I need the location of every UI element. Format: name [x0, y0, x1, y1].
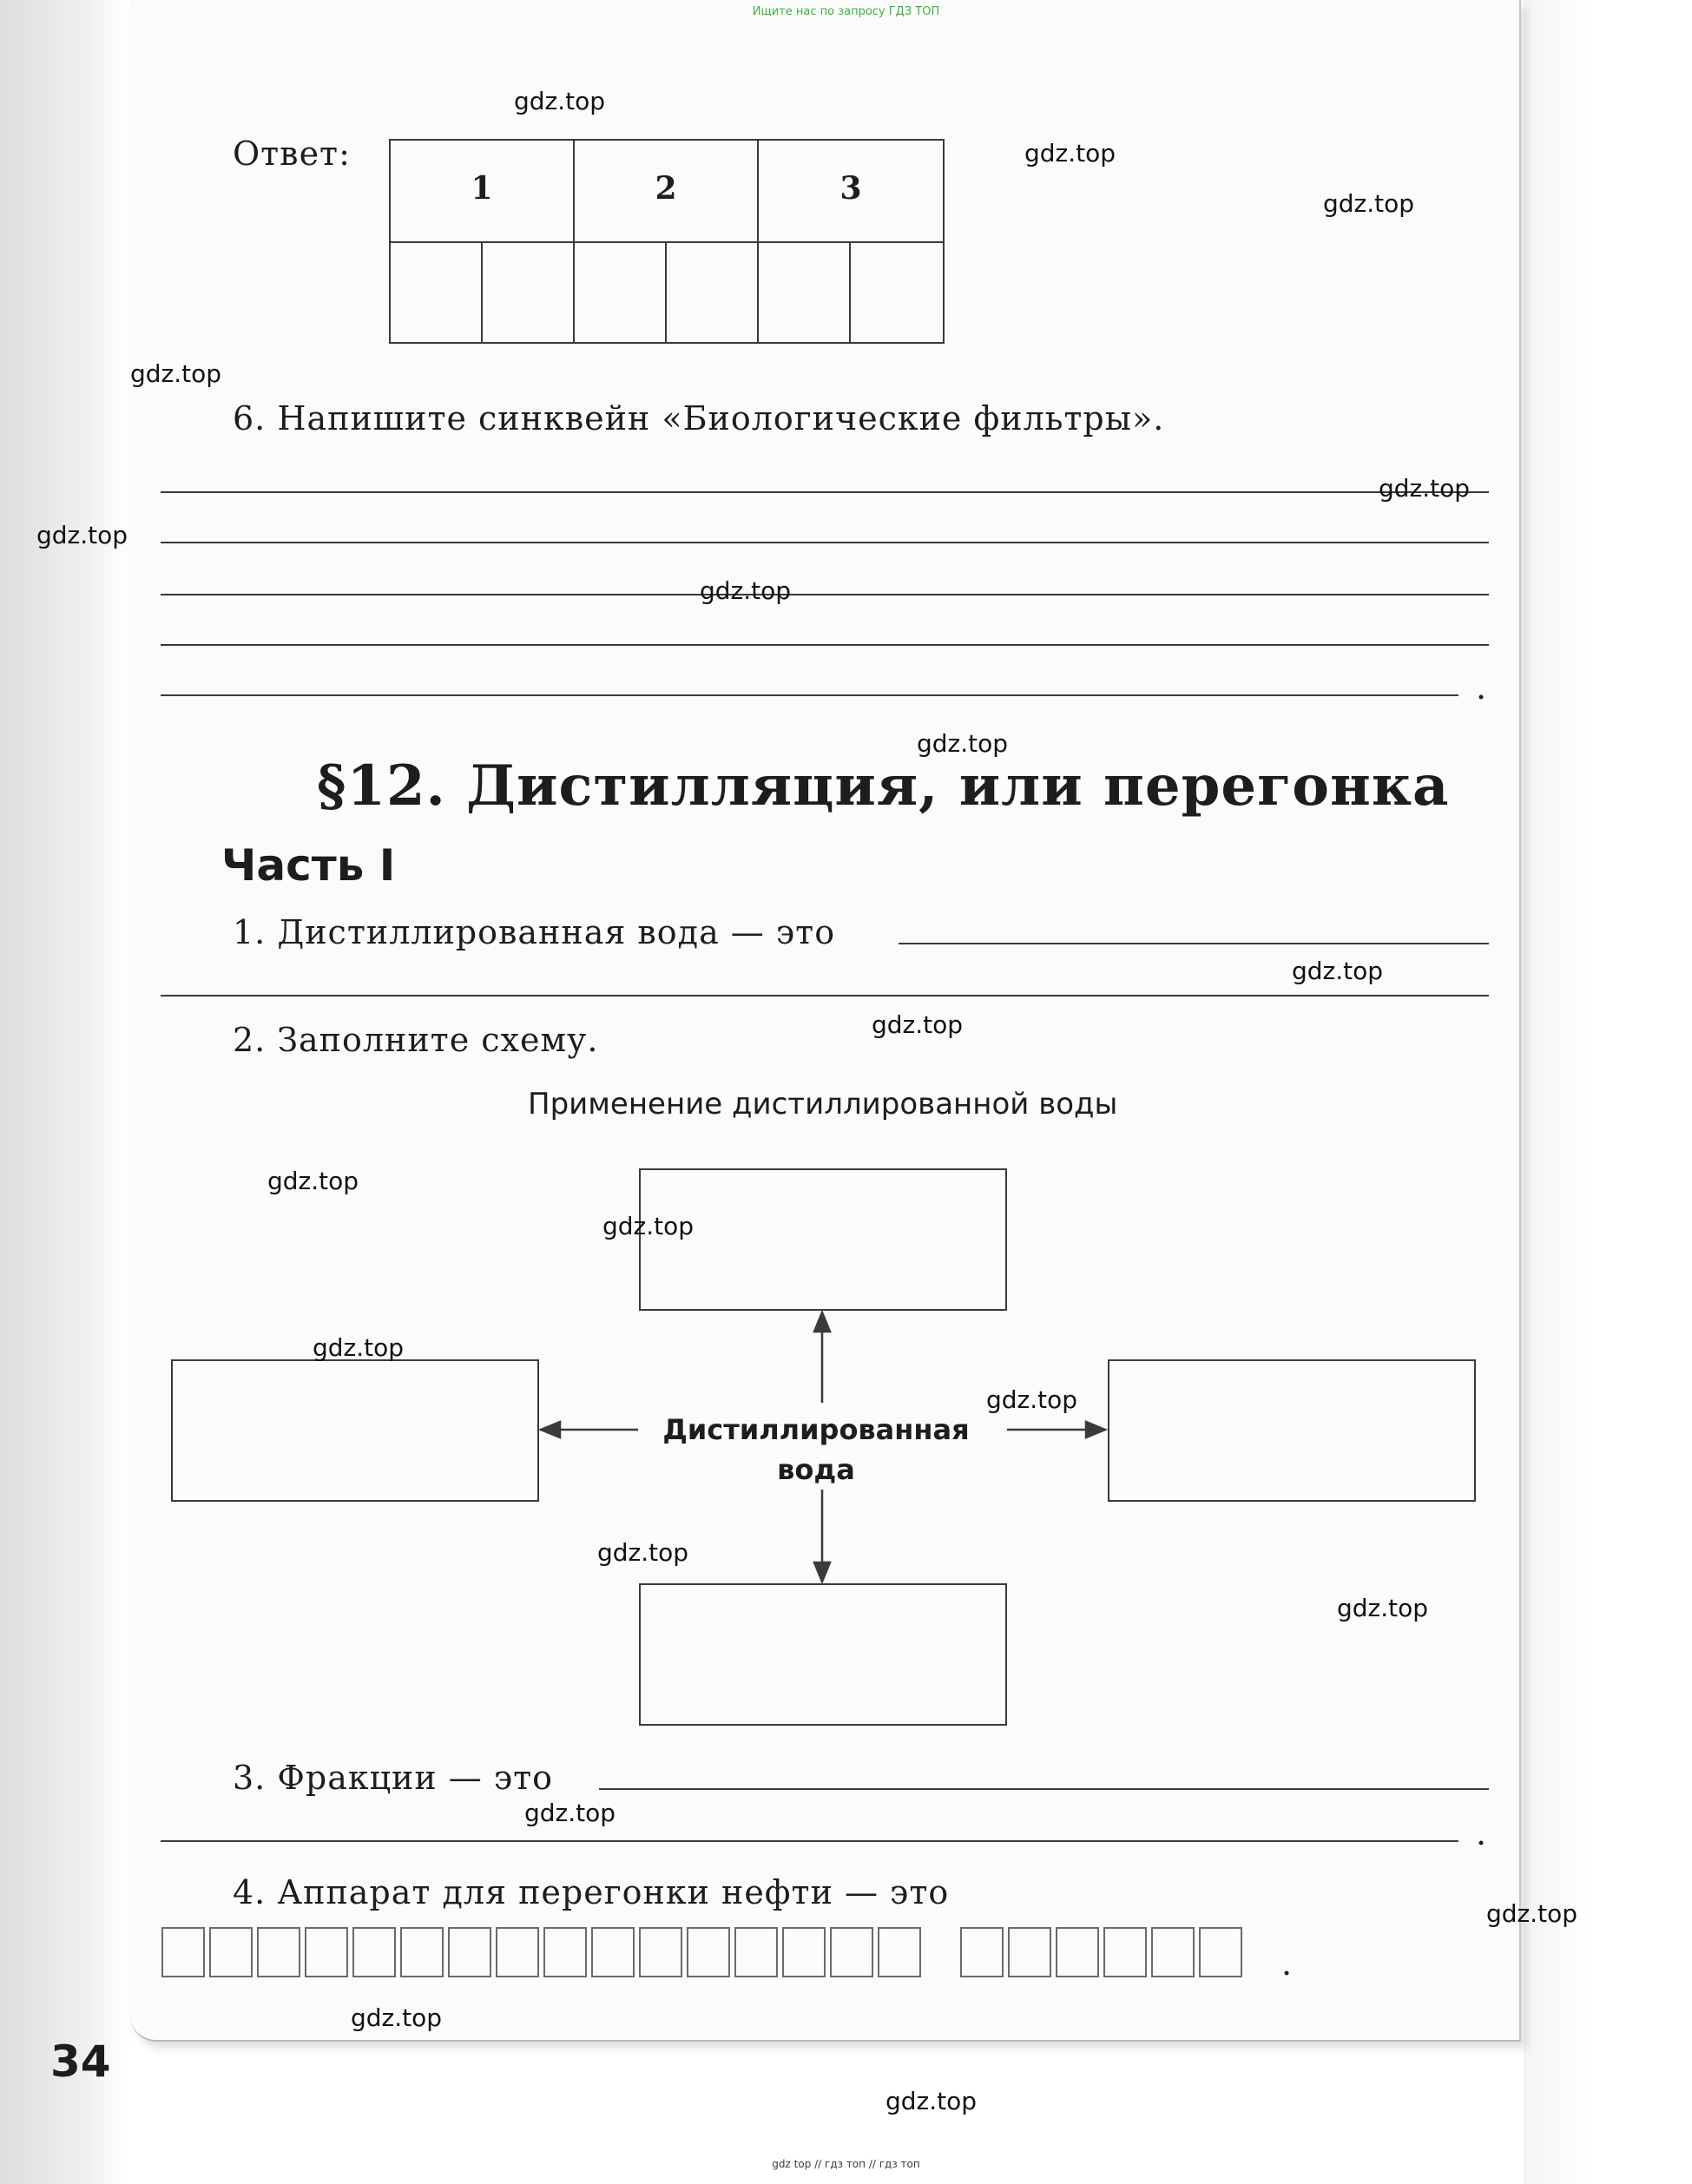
arrow-up-head: [814, 1312, 830, 1332]
watermark: gdz.top: [1024, 139, 1116, 168]
answer-col-1-label: 1: [471, 170, 493, 207]
task-3-line-2[interactable]: [161, 1840, 1458, 1842]
arrow-right-head: [1086, 1422, 1105, 1437]
watermark: gdz.top: [1337, 1594, 1429, 1622]
answer-col-3-label: 3: [839, 170, 862, 207]
task-1-text: 1. Дистиллированная вода — это: [233, 913, 836, 951]
watermark: gdz.top: [700, 576, 792, 605]
answer-letter-square[interactable]: [878, 1927, 921, 1977]
answer-letter-square[interactable]: [960, 1927, 1004, 1977]
task-3-line-1[interactable]: [599, 1788, 1489, 1790]
answer-letter-square[interactable]: [1103, 1927, 1147, 1977]
answer-letter-square[interactable]: [543, 1927, 587, 1977]
watermark: gdz.top: [1379, 474, 1471, 503]
answer-letter-square[interactable]: [1151, 1927, 1195, 1977]
task-3-text: 3. Фракции — это: [233, 1759, 554, 1797]
watermark: gdz.top: [313, 1333, 405, 1362]
arrow-down-head: [814, 1562, 830, 1582]
scheme-center-label-1: Дистиллированная: [662, 1413, 970, 1446]
answer-letter-square[interactable]: [496, 1927, 539, 1977]
answer-letter-square[interactable]: [1056, 1927, 1099, 1977]
answer-letter-square[interactable]: [305, 1927, 348, 1977]
answer-letter-square[interactable]: [782, 1927, 826, 1977]
watermark: gdz.top: [602, 1212, 695, 1240]
watermark: gdz.top: [597, 1538, 689, 1567]
watermark: gdz.top: [524, 1799, 616, 1827]
task-2-text: 2. Заполните схему.: [233, 1021, 599, 1059]
watermark: gdz.top: [267, 1167, 359, 1195]
section-title: §12. Дистилляция, или перегонка: [317, 753, 1450, 819]
task-3-end-dot: .: [1476, 1814, 1488, 1852]
task-4-end-dot: .: [1281, 1944, 1294, 1983]
answer-letter-square[interactable]: [1199, 1927, 1242, 1977]
watermark: gdz.top: [886, 2087, 978, 2115]
answer-letter-square[interactable]: [448, 1927, 491, 1977]
answer-letter-square[interactable]: [591, 1927, 635, 1977]
top-note: Ищите нас по запросу ГДЗ ТОП: [752, 5, 940, 18]
watermark: gdz.top: [130, 359, 222, 388]
answer-letter-square[interactable]: [687, 1927, 730, 1977]
page-number: 34: [50, 2036, 111, 2087]
answer-letter-square[interactable]: [400, 1927, 444, 1977]
answer-letter-square[interactable]: [1008, 1927, 1051, 1977]
answer-letter-square[interactable]: [830, 1927, 873, 1977]
watermark: gdz.top: [514, 87, 606, 115]
task-4-text: 4. Аппарат для перегонки нефти — это: [233, 1873, 950, 1911]
watermark: gdz.top: [36, 521, 128, 549]
answer-letter-square[interactable]: [257, 1927, 300, 1977]
watermark: gdz.top: [1486, 1899, 1578, 1928]
answer-letter-square[interactable]: [352, 1927, 396, 1977]
scheme-center-label-2: вода: [777, 1453, 855, 1486]
answer-letter-square[interactable]: [639, 1927, 682, 1977]
watermark: gdz.top: [872, 1010, 964, 1039]
watermark: gdz.top: [1323, 189, 1415, 218]
watermark: gdz.top: [1292, 957, 1384, 985]
bottom-note: gdz top // гдз топ // гдз топ: [772, 2158, 920, 2170]
answer-letter-square[interactable]: [734, 1927, 778, 1977]
watermark: gdz.top: [351, 2003, 443, 2032]
watermark: gdz.top: [917, 729, 1009, 758]
answer-letter-square[interactable]: [209, 1927, 253, 1977]
answer-col-2-label: 2: [655, 170, 677, 207]
answer-label: Ответ:: [233, 135, 351, 173]
watermark: gdz.top: [986, 1385, 1078, 1414]
scheme-title: Применение дистиллированной воды: [528, 1087, 1118, 1122]
task-6-text: 6. Напишите синквейн «Биологические фильтры».: [233, 399, 1165, 437]
answer-letter-square[interactable]: [161, 1927, 205, 1977]
task-6-end-dot: .: [1476, 668, 1488, 707]
part-label: Часть I: [221, 840, 396, 891]
arrow-left-head: [541, 1422, 560, 1437]
